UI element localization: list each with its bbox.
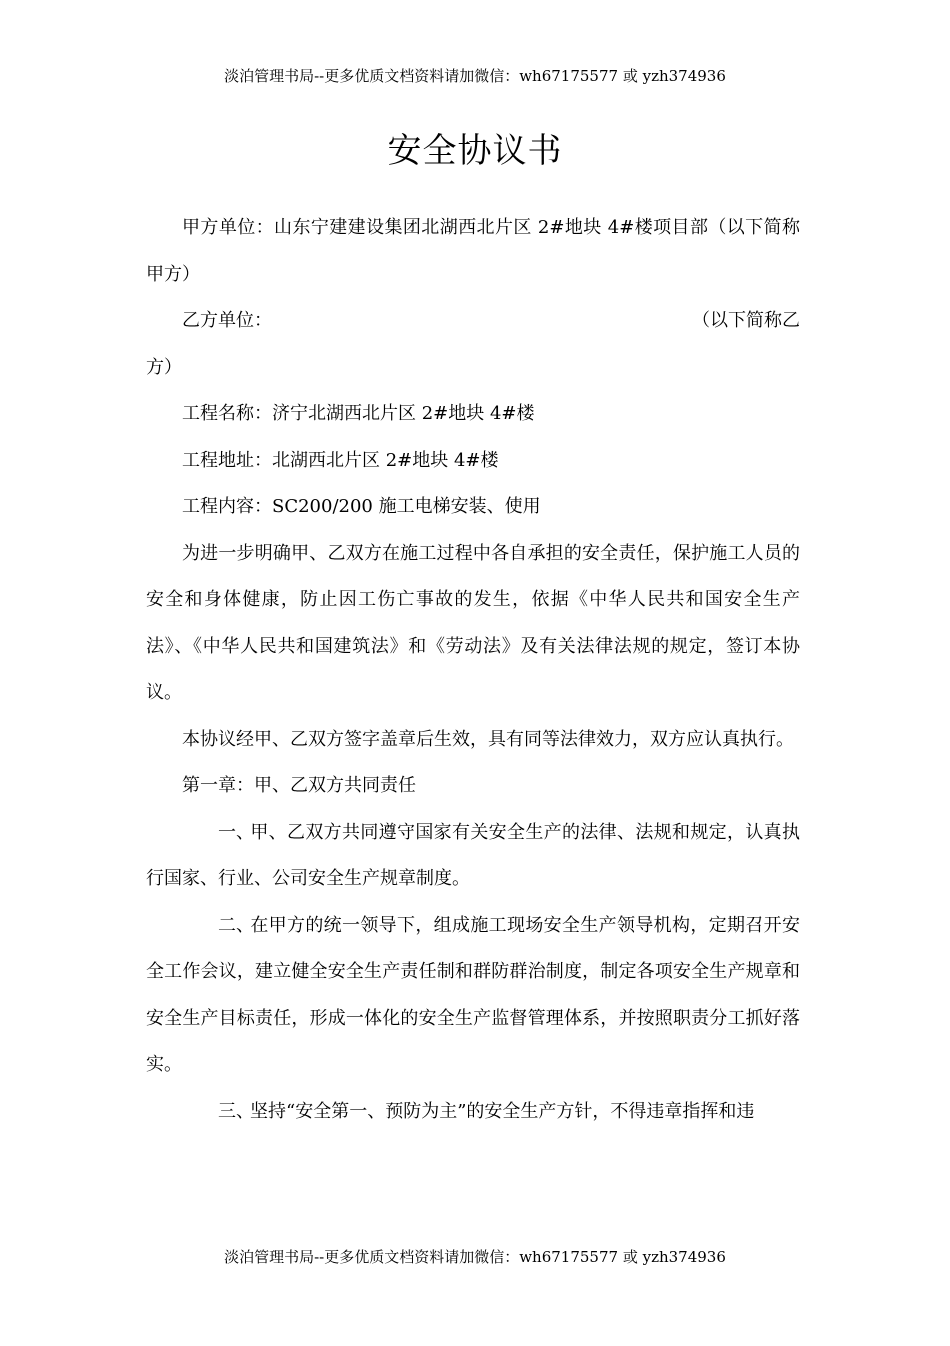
clause-number: 三、: [218, 1100, 254, 1122]
project-name: 工程名称：济宁北湖西北片区 2#地块 4#楼: [182, 403, 535, 424]
party-a-line: 甲方单位：山东宁建建设集团北湖西北片区 2#地块 4#楼项目部（以下简称甲方）: [146, 217, 800, 285]
intro-paragraph: 为进一步明确甲、乙双方在施工过程中各自承担的安全责任，保护施工人员的安全和身体健康，防止因工伤亡事故的发生，依据《中华人民共和国安全生产法》、《中华人民共和国建筑法》和《劳动法》及有关法律法规的规定，签订本协议。: [146, 542, 800, 703]
party-b-label: 乙方单位：: [182, 310, 272, 331]
clause-item: [146, 1089, 800, 1136]
clause-text: 甲、乙双方共同遵守国家有关安全生产的法律、法规和规定，认真执行国家、行业、公司安全生产规章制度。: [146, 821, 800, 889]
project-content: 工程内容：SC200/200 施工电梯安装、使用: [182, 496, 541, 517]
party-b-suffix-cont: 方）: [146, 356, 182, 378]
document-body: [146, 205, 800, 1135]
page-footer: 淡泊管理书局--更多优质文档资料请加微信：wh67175577 或 yzh374936: [224, 1248, 726, 1266]
effect-paragraph: 本协议经甲、乙双方签字盖章后生效，具有同等法律效力，双方应认真执行。: [182, 728, 794, 750]
clause-text: 在甲方的统一领导下，组成施工现场安全生产领导机构，定期召开安全工作会议，建立健全安全生产责任制和群防群治制度，制定各项安全生产规章和安全生产目标责任，形成一体化的安全生产监督管理体系，并按照职责分工抓好落实。: [146, 914, 800, 1075]
project-address: 工程地址：北湖西北片区 2#地块 4#楼: [182, 449, 499, 471]
clause-item: [146, 903, 800, 1089]
page-header: 淡泊管理书局--更多优质文档资料请加微信：wh67175577 或 yzh374936: [224, 67, 726, 85]
party-b-line: [146, 298, 800, 345]
chapter-heading: 第一章：甲、乙双方共同责任: [182, 775, 416, 796]
clause-number: 二、: [218, 914, 254, 936]
clause-text: 坚持“安全第一、预防为主”的安全生产方针，不得违章指挥和违: [250, 1100, 755, 1122]
document-title: 安全协议书: [387, 131, 563, 171]
clause-item: [146, 810, 800, 903]
party-b-suffix: （以下简称乙: [692, 310, 800, 331]
clause-number: 一、: [218, 821, 254, 843]
